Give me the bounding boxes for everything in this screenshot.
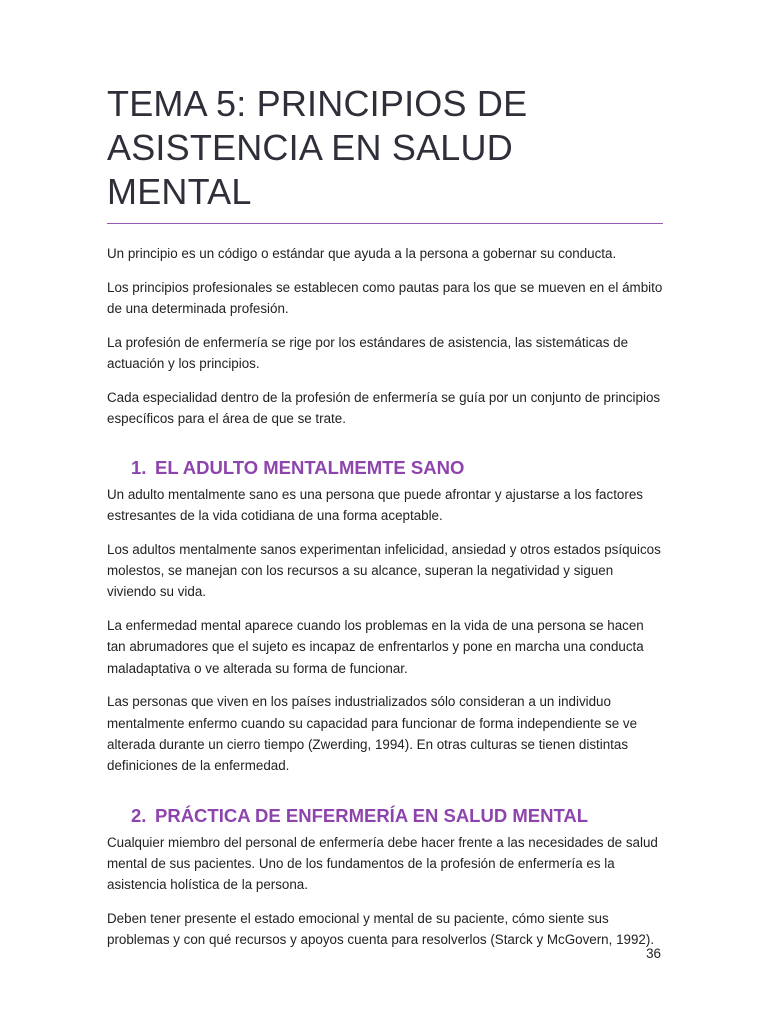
section-heading-1 [107, 456, 663, 480]
title-divider [107, 223, 663, 224]
section-1-paragraph: Las personas que viven en los países industrializados sólo consideran a un individuo mentalmente enfermo cuando su capacidad para funcionar de forma independiente se ve alterada durante un cierro tiempo (Zwerding, 1994). En otras culturas se tienen distintas definiciones de la enfermedad. [107, 694, 638, 774]
section-2-paragraph: Cualquier miembro del personal de enfermería debe hacer frente a las necesidades de salud mental de sus pacientes. Uno de los fundamentos de la profesión de enfermería es la asistencia holística de la persona. [107, 834, 658, 893]
section-2-paragraph: Deben tener presente el estado emocional y mental de su paciente, cómo siente sus problemas y con qué recursos y apoyos cuenta para resolverlos (Starck y McGovern, 1992). [107, 911, 655, 948]
page-title [107, 82, 663, 214]
section-heading-2 [107, 804, 663, 828]
section-title: PRÁCTICA DE ENFERMERÍA EN SALUD MENTAL [155, 804, 589, 826]
section-1-paragraph: La enfermedad mental aparece cuando los problemas en la vida de una persona se hacen tan abrumadores que el sujeto es incapaz de enfrentarlos y pone en marcha una conducta maladaptativa o ve alterada su forma de funcionar. [107, 618, 644, 676]
section-1-paragraph: Los adultos mentalmente sanos experimentan infelicidad, ansiedad y otros estados psíquicos molestos, se manejan con los recursos a su alcance, superan la negatividad y siguen viviendo su vida. [107, 541, 661, 600]
title-line-2: ASISTENCIA EN SALUD MENTAL [107, 127, 513, 212]
document-page [107, 82, 663, 963]
intro-paragraph: Cada especialidad dentro de la profesión de enfermería se guía por un conjunto de principios específicos para el área de que se trate. [107, 389, 661, 427]
section-number: 1. [131, 456, 147, 478]
intro-paragraph: Un principio es un código o estándar que ayuda a la persona a gobernar su conducta. [107, 246, 617, 261]
title-line-1: TEMA 5: PRINCIPIOS DE [107, 83, 528, 124]
section-title: EL ADULTO MENTALMEMTE SANO [155, 456, 465, 478]
intro-paragraph: La profesión de enfermería se rige por los estándares de asistencia, las sistemáticas de actuación y los principios. [107, 334, 629, 372]
page-number: 36 [646, 946, 661, 961]
intro-paragraph: Los principios profesionales se establecen como pautas para los que se mueven en el ámbito de una determinada profesión. [107, 279, 663, 317]
section-number: 2. [131, 804, 147, 826]
section-1-paragraph: Un adulto mentalmente sano es una persona que puede afrontar y ajustarse a los factores estresantes de la vida cotidiana de una forma aceptable. [107, 486, 643, 523]
